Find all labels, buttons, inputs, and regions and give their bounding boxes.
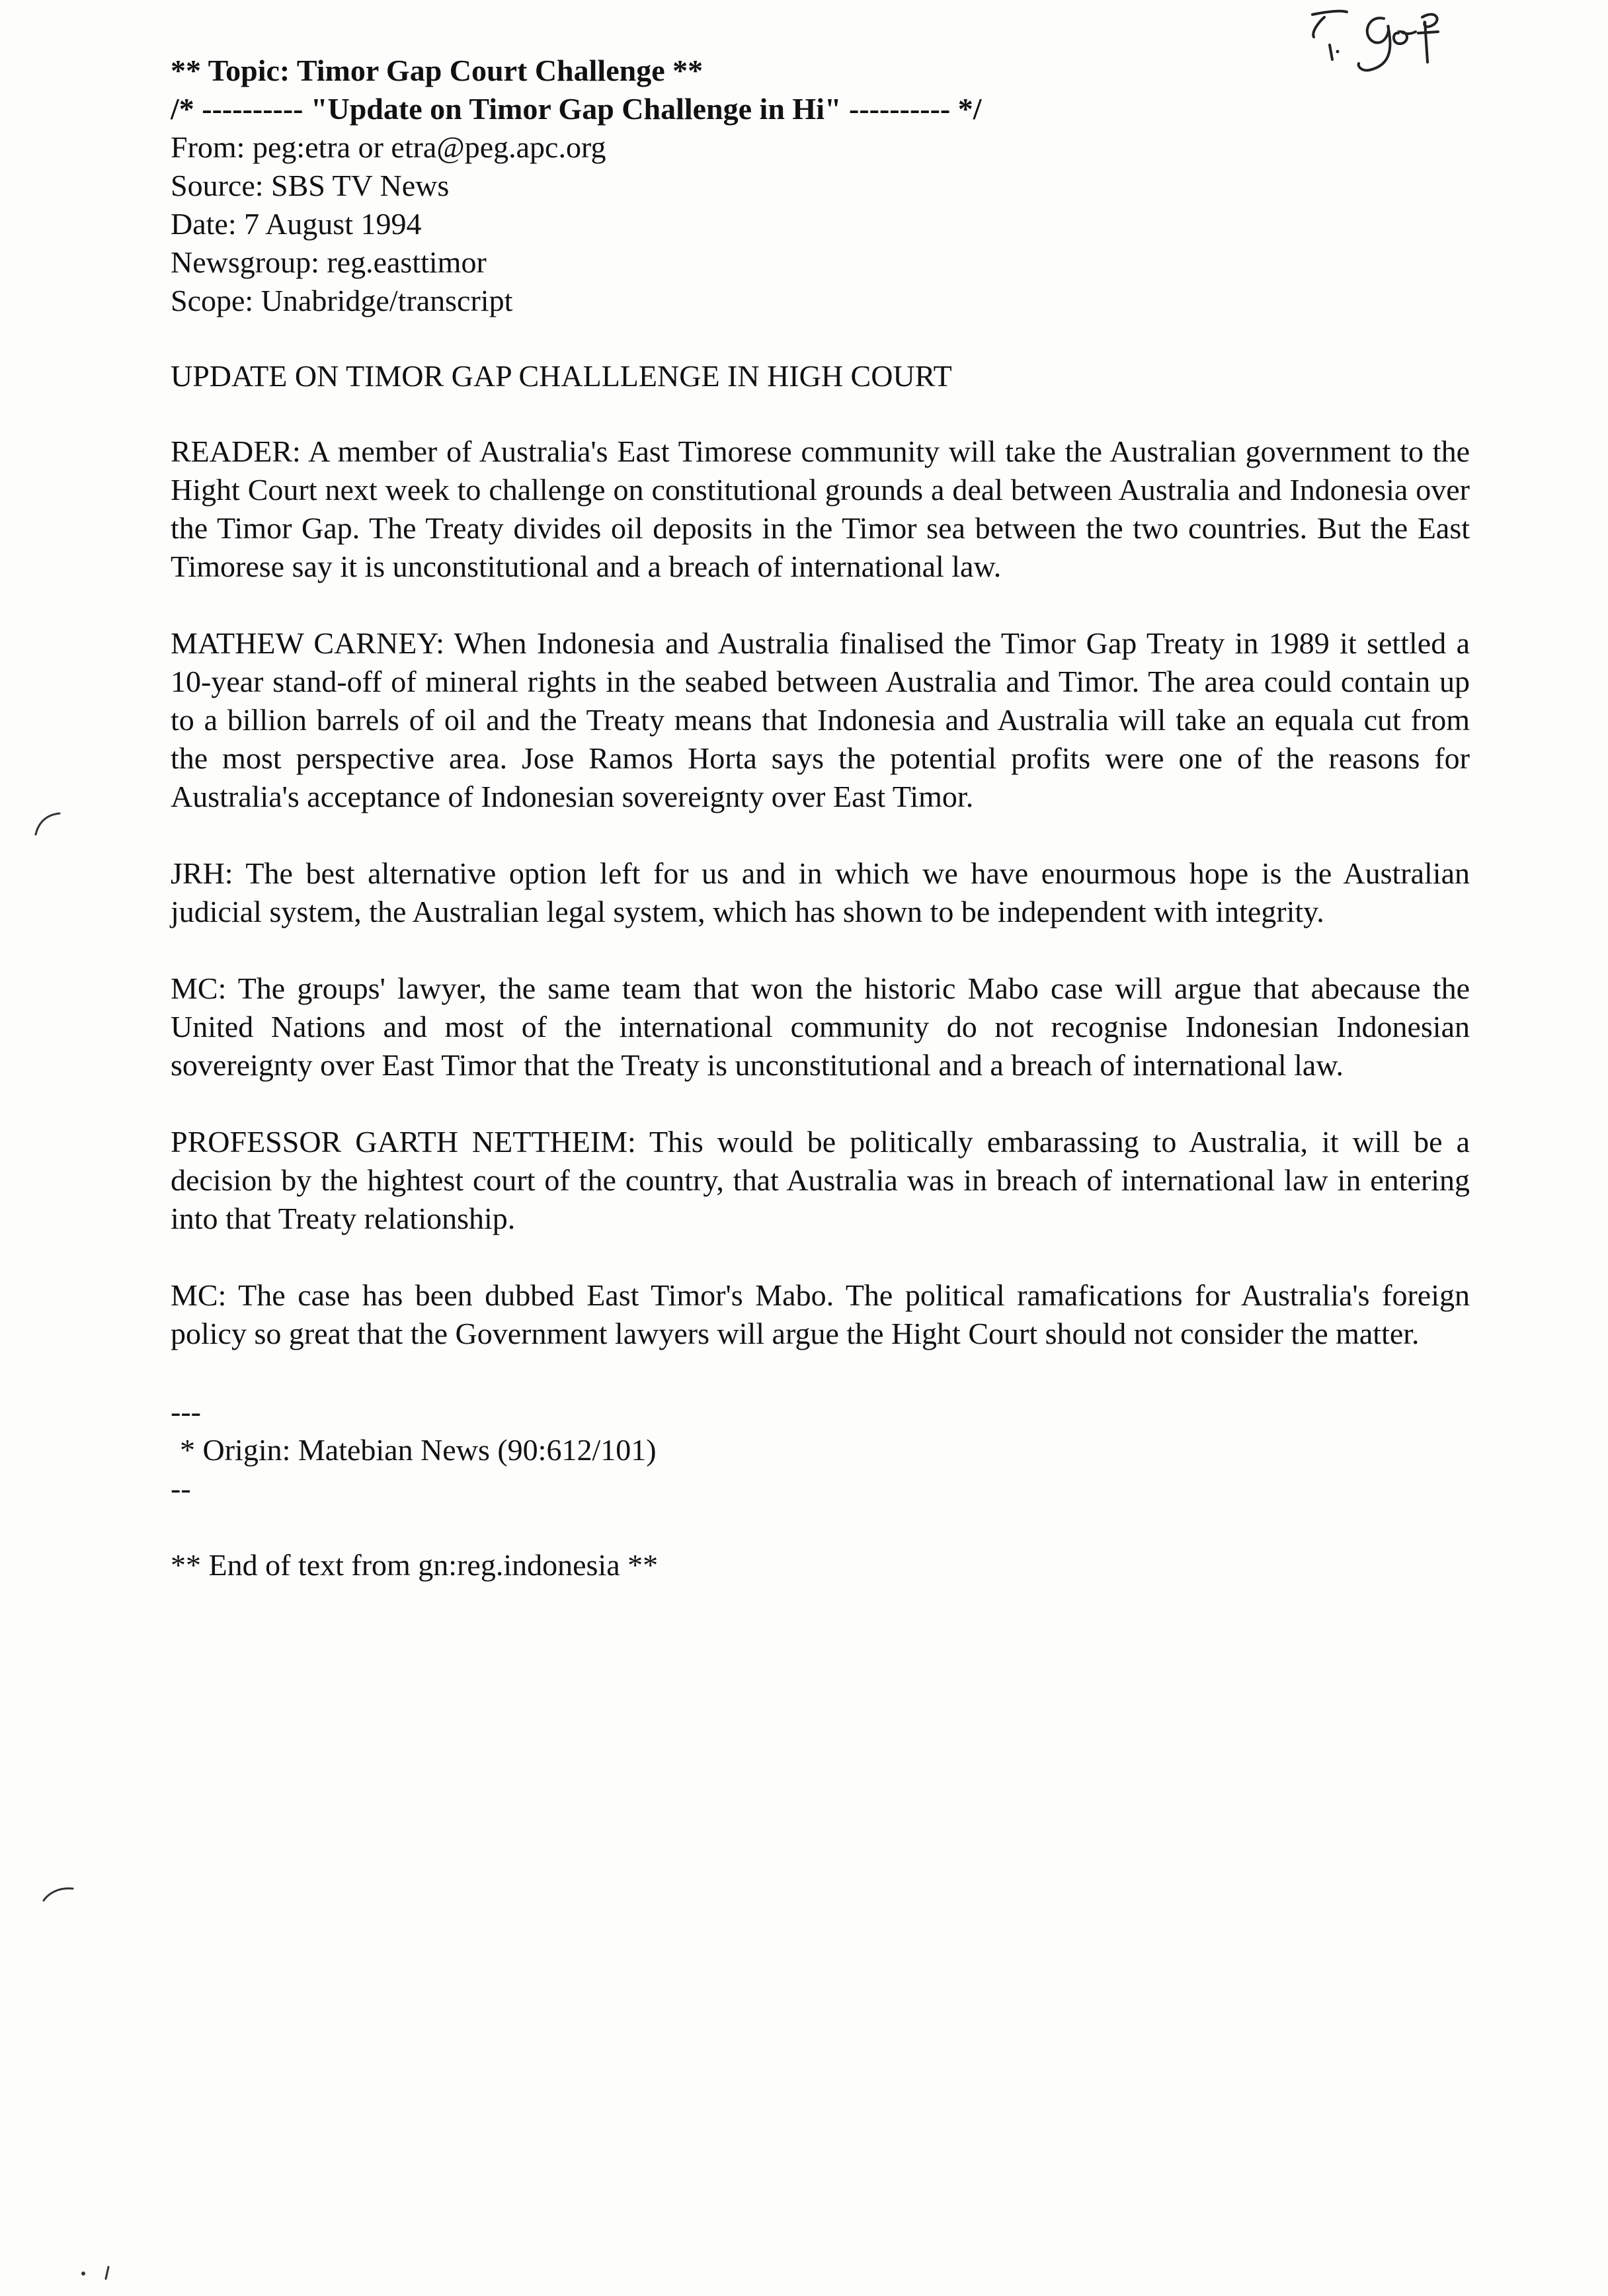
scope-line: Scope: Unabridge/transcript — [171, 284, 513, 317]
margin-mark — [38, 1882, 78, 1908]
subject-prefix: /* ---------- — [171, 92, 311, 126]
paragraph-carney: MATHEW CARNEY: When Indonesia and Australia finalised the Timor Gap Treaty in 1989 it settled a 10-year stand-off of mineral rights in the seabed between Australia and Timor. The area could contain up to a billion barrels of oil and the Treaty means that Indonesia and Australia will take an equala cut from the most perspective area. Jose Ramos Horta says the potential profits were one of the reasons for Australia's acceptance of Indonesian sovereignty over East Timor. — [171, 626, 1470, 813]
subject-title: "Update on Timor Gap Challenge in Hi" — [310, 92, 842, 126]
scan-speck — [78, 2262, 118, 2281]
margin-mark — [26, 805, 66, 845]
from-line: From: peg:etra or etra@peg.apc.org — [171, 130, 606, 164]
paragraph-reader: READER: A member of Australia's East Timorese community will take the Australian government to the Hight Court next week to challenge on constitutional grounds a deal between Australia and Indonesia over the Timor Gap. The Treaty divides oil deposits in the Timor sea between the two countries. But the East Timorese say it is unconstitutional and a breach of international law. — [171, 434, 1470, 583]
date-line: Date: 7 August 1994 — [171, 207, 422, 241]
signature-block — [171, 1393, 1470, 1508]
origin-line: * Origin: Matebian News (90:612/101) — [180, 1433, 657, 1467]
paragraph-nettheim: PROFESSOR GARTH NETTHEIM: This would be politically embarassing to Australia, it will be a decision by the hightest court of the country, that Australia was in breach of international law in entering into that Treaty relationship. — [171, 1125, 1470, 1235]
topic-line: ** Topic: Timor Gap Court Challenge ** — [171, 54, 704, 87]
end-of-text-line: ** End of text from gn:reg.indonesia ** — [171, 1548, 659, 1582]
subject-line — [171, 90, 1470, 128]
paragraph-mc-mabo: MC: The case has been dubbed East Timor's Mabo. The political ramafications for Australia's foreign policy so great that the Government lawyers will argue the Hight Court should not consider the matter. — [171, 1278, 1470, 1350]
paragraph-mc-lawyer: MC: The groups' lawyer, the same team that won the historic Mabo case will argue that abecause the United Nations and most of the international community do not recognise Indonesian Indonesian sovereignty over East Timor that the Treaty is unconstitutional and a breach of international law. — [171, 971, 1470, 1082]
document-body — [171, 52, 1470, 1584]
subject-suffix: ---------- */ — [841, 92, 982, 126]
article-title: UPDATE ON TIMOR GAP CHALLLENGE IN HIGH COURT — [171, 359, 952, 393]
newsgroup-line: Newsgroup: reg.easttimor — [171, 245, 487, 279]
separator-line: -- — [171, 1471, 191, 1505]
paragraph-jrh: JRH: The best alternative option left for us and in which we have enourmous hope is the Australian judicial system, the Australian legal system, which has shown to be independent with integrity. — [171, 856, 1470, 928]
source-line: Source: SBS TV News — [171, 169, 450, 202]
separator-line: --- — [171, 1395, 201, 1428]
